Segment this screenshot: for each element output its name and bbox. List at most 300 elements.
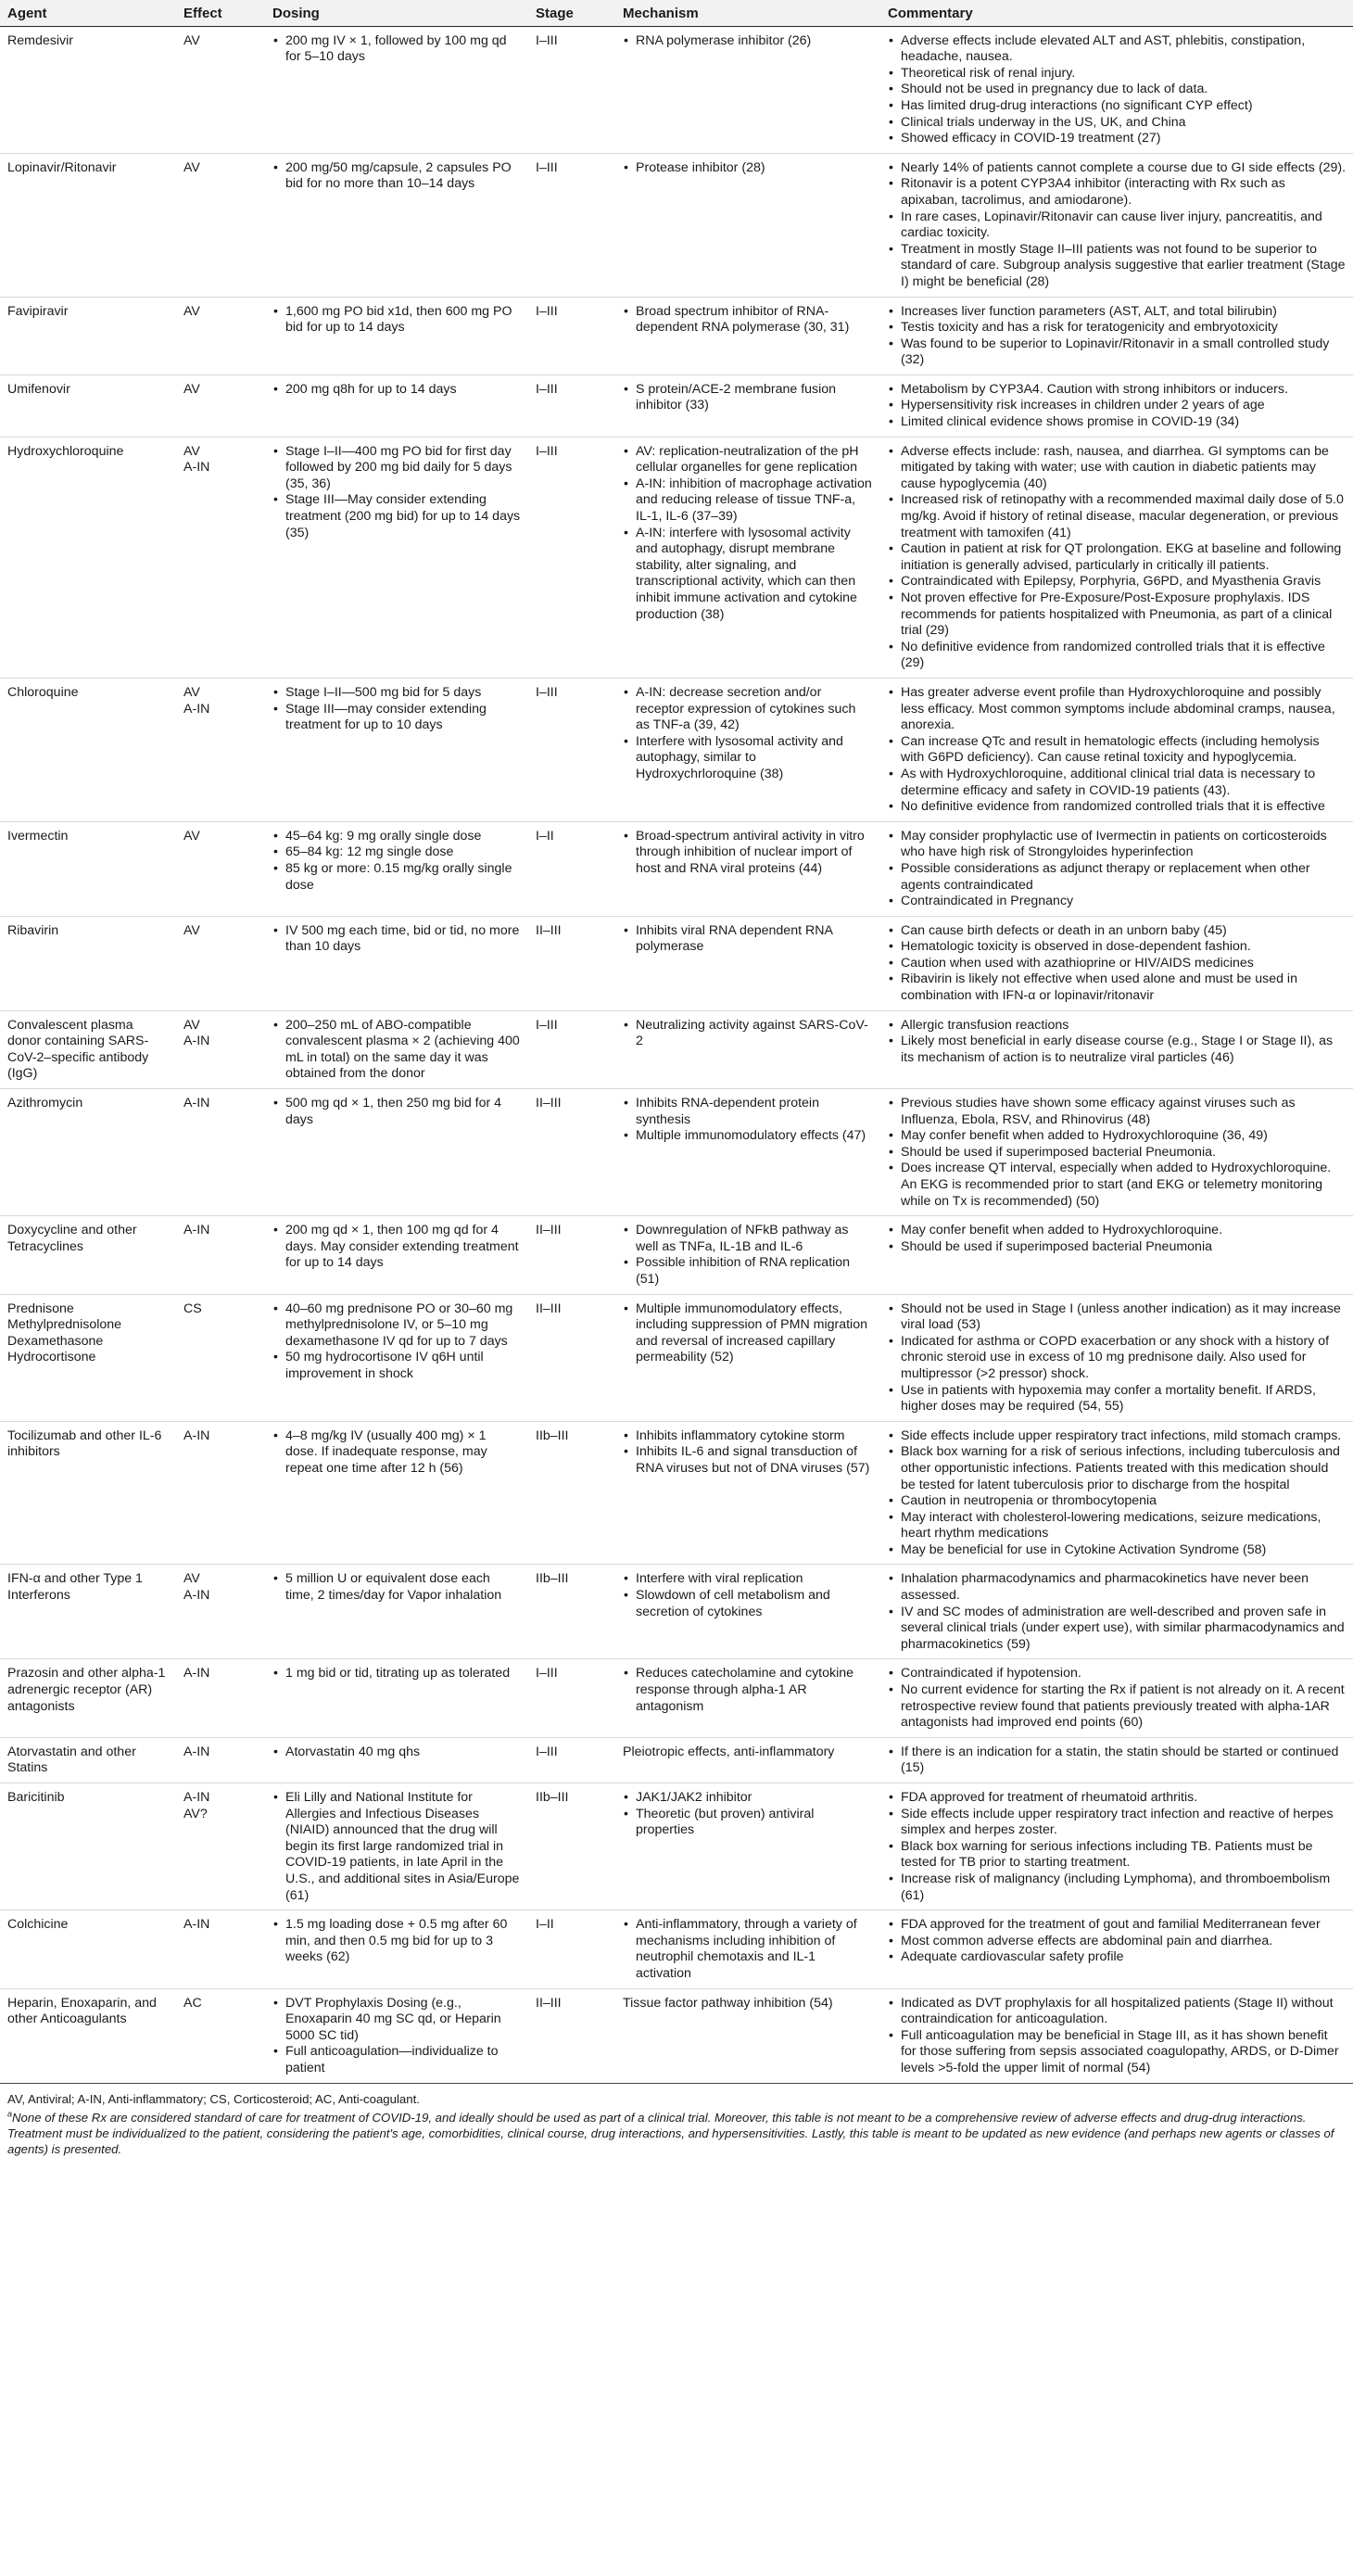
dosing-cell-list [272,1666,521,1682]
dosing-cell [265,1089,528,1216]
dosing-cell [265,153,528,297]
mechanism-cell-list [623,444,873,624]
commentary-item: • Full anticoagulation may be beneficial in Stage III, as it has shown benefit for those suffering from sepsis associated coagulopathy, ARDS, or D-Dimer levels >5-fold the upper limit of normal (54) [888,2028,1346,2077]
dosing-item: • 40–60 mg prednisone PO or 30–60 mg methylprednisolone IV, or 5–10 mg dexamethasone IV qd for up to 7 days [272,1301,521,1351]
table-row [0,374,1353,437]
commentary-cell-list [888,382,1346,431]
commentary-item: • Testis toxicity and has a risk for teratogenicity and embryotoxicity [888,320,1346,336]
mechanism-cell [615,1659,880,1737]
dosing-item: • 200–250 mL of ABO-compatible convalescent plasma × 2 (achieving 400 mL in total) on the same day it was obtained from the donor [272,1018,521,1083]
mechanism-cell-list [623,829,873,878]
agent-cell: Azithromycin [0,1089,176,1216]
abbreviations-note: AV, Antiviral; A-IN, Anti-inflammatory; CS, Corticosteroid; AC, Anti-coagulant. [7,2091,420,2106]
dosing-item: • 200 mg q8h for up to 14 days [272,382,521,399]
commentary-cell [880,1783,1353,1910]
effect-code: AC [183,1995,202,2011]
agent-cell: Hydroxychloroquine [0,437,176,678]
dosing-cell [265,1783,528,1910]
table-row [0,437,1353,678]
commentary-item: • In rare cases, Lopinavir/Ritonavir can cause liver injury, pancreatitis, and cardiac toxicity. [888,209,1346,242]
mechanism-item: • Inhibits RNA-dependent protein synthesis [623,1096,873,1128]
commentary-item: • Previous studies have shown some efficacy against viruses such as Influenza, Ebola, RSV, and Rhinovirus (48) [888,1096,1346,1128]
dosing-cell-list [272,1301,521,1383]
commentary-item: • May interact with cholesterol-lowering medications, seizure medications, heart rhythm medications [888,1510,1346,1542]
table-row [0,1659,1353,1737]
dosing-cell-list [272,1428,521,1478]
mechanism-cell [615,374,880,437]
mechanism-cell [615,1216,880,1294]
commentary-item: • Treatment in mostly Stage II–III patients was not found to be superior to standard of care. Subgroup analysis suggestive that earlier treatment (Stage I) might be beneficial (28) [888,242,1346,291]
commentary-cell-list [888,1018,1346,1067]
agent-cell: Prednisone Methylprednisolone Dexamethasone Hydrocortisone [0,1294,176,1421]
commentary-cell [880,26,1353,153]
stage-cell: I–III [528,1737,615,1783]
effect-code: AV [183,32,200,48]
dosing-item: • 85 kg or more: 0.15 mg/kg orally single dose [272,861,521,894]
dosing-cell-list [272,829,521,894]
commentary-cell [880,1988,1353,2083]
stage-cell: I–III [528,153,615,297]
stage-cell: I–III [528,26,615,153]
commentary-cell-list [888,1666,1346,1731]
dosing-item: • 200 mg/50 mg/capsule, 2 capsules PO bid for no more than 10–14 days [272,160,521,193]
table-row [0,821,1353,916]
dosing-item: • 45–64 kg: 9 mg orally single dose [272,829,521,845]
commentary-cell [880,1010,1353,1088]
dosing-cell-list [272,1018,521,1083]
table-row [0,1737,1353,1783]
dosing-cell-list [272,1223,521,1272]
mechanism-cell [615,1565,880,1659]
stage-cell: II–III [528,1089,615,1216]
stage-cell: II–III [528,1216,615,1294]
table-row [0,1010,1353,1088]
commentary-cell [880,821,1353,916]
commentary-item: • Ribavirin is likely not effective when used alone and must be used in combination with IFN-α or lopinavir/ritonavir [888,971,1346,1004]
dosing-item: • 200 mg IV × 1, followed by 100 mg qd for 5–10 days [272,33,521,66]
commentary-item: • IV and SC modes of administration are well-described and proven safe in several clinical trials (under expert use), with similar pharmacodynamics and pharmacokinetics (59) [888,1605,1346,1654]
mechanism-item: • A-IN: interfere with lysosomal activity and autophagy, disrupt membrane stability, alter signaling, and transcriptional activity, which can then inhibit immune activation and cytokine production (38) [623,526,873,624]
mechanism-cell [615,1421,880,1565]
table-row [0,1294,1353,1421]
dosing-cell [265,374,528,437]
agent-cell: Lopinavir/Ritonavir [0,153,176,297]
commentary-cell [880,1910,1353,1988]
dosing-item: • 50 mg hydrocortisone IV q6H until improvement in shock [272,1350,521,1382]
mechanism-cell [615,1988,880,2083]
effect-code: A-IN [183,1096,210,1111]
mechanism-cell [615,678,880,821]
commentary-item: • Showed efficacy in COVID-19 treatment (27) [888,131,1346,147]
mechanism-cell-list [623,1917,873,1982]
mechanism-cell [615,916,880,1010]
commentary-cell [880,1659,1353,1737]
commentary-item: • Side effects include upper respiratory tract infection and reactive of herpes simplex and herpes zoster. [888,1807,1346,1839]
commentary-item: • Was found to be superior to Lopinavir/Ritonavir in a small controlled study (32) [888,336,1346,369]
dosing-cell [265,678,528,821]
dosing-item: • DVT Prophylaxis Dosing (e.g., Enoxaparin 40 mg SC qd, or Heparin 5000 SC tid) [272,1996,521,2045]
mechanism-cell-list [623,33,873,50]
commentary-cell [880,916,1353,1010]
commentary-item: • Has limited drug-drug interactions (no significant CYP effect) [888,98,1346,115]
mechanism-cell [615,1783,880,1910]
dosing-item: • 5 million U or equivalent dose each time, 2 times/day for Vapor inhalation [272,1571,521,1604]
agent-cell: Chloroquine [0,678,176,821]
mechanism-cell [615,1089,880,1216]
stage-cell: I–III [528,1010,615,1088]
mechanism-item: • Neutralizing activity against SARS-CoV-2 [623,1018,873,1050]
effect-code: AV [183,684,200,700]
commentary-cell-list [888,829,1346,910]
commentary-cell [880,1737,1353,1783]
table-row [0,1089,1353,1216]
mechanism-item: • S protein/ACE-2 membrane fusion inhibitor (33) [623,382,873,414]
commentary-cell-list [888,1917,1346,1966]
commentary-item: • Can cause birth defects or death in an unborn baby (45) [888,923,1346,940]
dosing-cell-list [272,1996,521,2077]
effect-cell [176,1216,265,1294]
mechanism-cell-list [623,1018,873,1050]
mechanism-cell-list [623,1571,873,1620]
mechanism-item: • Inhibits IL-6 and signal transduction of RNA viruses but not of DNA viruses (57) [623,1444,873,1477]
effect-cell [176,1089,265,1216]
mechanism-cell [615,821,880,916]
commentary-cell-list [888,1745,1346,1777]
dosing-cell [265,1216,528,1294]
dosing-cell-list [272,1917,521,1966]
commentary-item: • Allergic transfusion reactions [888,1018,1346,1034]
agent-cell: Atorvastatin and other Statins [0,1737,176,1783]
effect-cell [176,26,265,153]
commentary-item: • As with Hydroxychloroquine, additional clinical trial data is necessary to determine efficacy and safety in COVID-19 patients (43). [888,767,1346,799]
mechanism-item: • Multiple immunomodulatory effects (47) [623,1128,873,1145]
effect-code: AV [183,303,200,319]
mechanism-item: • JAK1/JAK2 inhibitor [623,1790,873,1807]
commentary-cell [880,678,1353,821]
dosing-cell-list [272,1096,521,1128]
mechanism-cell-list [623,923,873,956]
table-row [0,1216,1353,1294]
effect-code: A-IN [183,1223,210,1238]
effect-cell [176,1737,265,1783]
mechanism-item: • Reduces catecholamine and cytokine response through alpha-1 AR antagonism [623,1666,873,1715]
disclaimer-note [7,2110,1346,2157]
disclaimer-text: None of these Rx are considered standard of care for treatment of COVID-19, and ideally should be used as part of a clinical trial. Moreover, this table is not meant to be a comprehensive review of adverse effects and drug-drug interactions. Treatment must be individualized to the patient, considering the patient's age, comorbidities, clinical course, drug interactions, and hypersensitivities. Lastly, this table is meant to be updated as new evidence (and perhaps new agents or classes of agents) is presented. [7,2110,1334,2156]
stage-cell: I–III [528,678,615,821]
effect-cell [176,1659,265,1737]
effect-code: A-IN [183,1790,210,1805]
header-row [0,0,1353,26]
effect-code: AV [183,443,200,459]
commentary-item: • FDA approved for treatment of rheumatoid arthritis. [888,1790,1346,1807]
dosing-cell-list [272,1571,521,1604]
mechanism-cell [615,1910,880,1988]
dosing-cell-list [272,304,521,336]
dosing-cell-list [272,444,521,542]
table-row [0,678,1353,821]
dosing-cell-list [272,382,521,399]
agent-cell: Ivermectin [0,821,176,916]
stage-cell: IIb–III [528,1421,615,1565]
mechanism-cell-list [623,382,873,414]
commentary-cell-list [888,1223,1346,1255]
agent-cell: Favipiravir [0,297,176,374]
dosing-cell-list [272,1745,521,1761]
commentary-item: • Limited clinical evidence shows promise in COVID-19 (34) [888,414,1346,431]
commentary-item: • Can increase QTc and result in hematologic effects (including hemolysis with G6PD deficiency). Can cause retinal toxicity and hypoglycemia. [888,734,1346,767]
commentary-cell [880,1421,1353,1565]
effect-cell [176,821,265,916]
dosing-item: • Full anticoagulation—individualize to patient [272,2044,521,2076]
dosing-cell [265,1294,528,1421]
dosing-cell [265,1910,528,1988]
dosing-item: • Stage III—May consider extending treatment (200 mg bid) for up to 14 days (35) [272,492,521,541]
dosing-item: • Stage I–II—500 mg bid for 5 days [272,685,521,702]
commentary-item: • Contraindicated if hypotension. [888,1666,1346,1682]
commentary-item: • Use in patients with hypoxemia may confer a mortality benefit. If ARDS, higher doses may be required (54, 55) [888,1383,1346,1415]
commentary-item: • Does increase QT interval, especially when added to Hydroxychloroquine. An EKG is recommended prior to start (and EKG or telemetry monitoring while on Tx is recommended) (50) [888,1161,1346,1210]
effect-cell [176,1783,265,1910]
effect-code: AV [183,159,200,175]
commentary-item: • Should be used if superimposed bacterial Pneumonia. [888,1145,1346,1161]
commentary-item: • Indicated as DVT prophylaxis for all hospitalized patients (Stage II) without contraindication for anticoagulation. [888,1996,1346,2028]
table-row [0,1783,1353,1910]
dosing-cell-list [272,160,521,193]
dosing-cell [265,297,528,374]
agent-cell: Prazosin and other alpha-1 adrenergic receptor (AR) antagonists [0,1659,176,1737]
mechanism-item: • Multiple immunomodulatory effects, including suppression of PMN migration and reversal of increased capillary permeability (52) [623,1301,873,1366]
commentary-cell [880,297,1353,374]
commentary-cell [880,374,1353,437]
stage-cell: IIb–III [528,1565,615,1659]
stage-cell: I–III [528,297,615,374]
mechanism-item: • Protease inhibitor (28) [623,160,873,177]
mechanism-cell [615,297,880,374]
stage-cell: IIb–III [528,1783,615,1910]
dosing-item: • Stage III—may consider extending treatment for up to 10 days [272,702,521,734]
commentary-item: • If there is an indication for a statin, the statin should be started or continued (15) [888,1745,1346,1777]
mechanism-item: • Slowdown of cell metabolism and secretion of cytokines [623,1588,873,1620]
dosing-cell-list [272,923,521,956]
mechanism-item: • A-IN: inhibition of macrophage activation and reducing release of tissue TNF-a, IL-1, IL-6 (37–39) [623,476,873,526]
commentary-cell [880,1089,1353,1216]
commentary-item: • No current evidence for starting the Rx if patient is not already on it. A recent retrospective review found that patients previously treated with alpha-1AR antagonists had improved end points (60) [888,1682,1346,1732]
commentary-cell [880,1216,1353,1294]
mechanism-item: • Downregulation of NFkB pathway as well as TNFa, IL-1B and IL-6 [623,1223,873,1255]
commentary-cell-list [888,1571,1346,1653]
effect-code: AV [183,1571,200,1587]
commentary-item: • Possible considerations as adjunct therapy or replacement when other agents contraindicated [888,861,1346,894]
mechanism-cell-list [623,1428,873,1478]
commentary-item: • Theoretical risk of renal injury. [888,66,1346,82]
commentary-item: • May confer benefit when added to Hydroxychloroquine (36, 49) [888,1128,1346,1145]
mechanism-item: • Broad spectrum inhibitor of RNA-dependent RNA polymerase (30, 31) [623,304,873,336]
table-row [0,1565,1353,1659]
table-body [0,26,1353,2083]
effect-code: A-IN [183,460,210,476]
table-header [0,0,1353,26]
commentary-item: • Most common adverse effects are abdominal pain and diarrhea. [888,1934,1346,1950]
effect-cell [176,678,265,821]
stage-cell: II–III [528,1294,615,1421]
agent-cell: Convalescent plasma donor containing SARS-CoV-2–specific antibody (IgG) [0,1010,176,1088]
commentary-item: • Caution when used with azathioprine or HIV/AIDS medicines [888,956,1346,972]
commentary-cell-list [888,1428,1346,1559]
table-row [0,916,1353,1010]
commentary-cell-list [888,685,1346,816]
commentary-cell-list [888,304,1346,369]
table-row [0,26,1353,153]
dosing-item: • 200 mg qd × 1, then 100 mg qd for 4 days. May consider extending treatment for up to 14 days [272,1223,521,1272]
effect-code: AV [183,828,200,844]
mechanism-item: • Interfere with viral replication [623,1571,873,1588]
effect-cell [176,1421,265,1565]
commentary-item: • Adverse effects include elevated ALT and AST, phlebitis, constipation, headache, nausea. [888,33,1346,66]
stage-cell: I–II [528,821,615,916]
agent-cell: Heparin, Enoxaparin, and other Anticoagulants [0,1988,176,2083]
commentary-cell-list [888,1096,1346,1210]
effect-code: A-IN [183,1666,210,1681]
effect-code: CS [183,1301,202,1316]
commentary-item: • No definitive evidence from randomized controlled trials that it is effective (29) [888,640,1346,672]
commentary-item: • Clinical trials underway in the US, UK, and China [888,115,1346,132]
stage-cell: I–III [528,437,615,678]
effect-code: AV [183,381,200,397]
commentary-item: • Has greater adverse event profile than Hydroxychloroquine and possibly less efficacy. Most common symptoms include abdominal cramps, nausea, anorexia. [888,685,1346,734]
commentary-item: • Caution in neutropenia or thrombocytopenia [888,1493,1346,1510]
commentary-item: • Adequate cardiovascular safety profile [888,1949,1346,1966]
footnote-marker: a [7,2109,13,2119]
effect-code: AV [183,922,200,938]
commentary-item: • May consider prophylactic use of Ivermectin in patients on corticosteroids who have high risk of Strongyloides hyperinfection [888,829,1346,861]
mechanism-cell [615,26,880,153]
commentary-cell [880,153,1353,297]
commentary-item: • Contraindicated with Epilepsy, Porphyria, G6PD, and Myasthenia Gravis [888,574,1346,590]
commentary-cell-list [888,444,1346,672]
mechanism-cell-list [623,1223,873,1288]
commentary-item: • Indicated for asthma or COPD exacerbation or any shock with a history of chronic steroid use in excess of 10 mg prednisone daily. Also used for multipressor (>2 pressor) shock. [888,1334,1346,1383]
commentary-item: • May confer benefit when added to Hydroxychloroquine. [888,1223,1346,1239]
table-row [0,297,1353,374]
commentary-item: • Hypersensitivity risk increases in children under 2 years of age [888,398,1346,414]
dosing-cell-list [272,33,521,66]
commentary-item: • May be beneficial for use in Cytokine Activation Syndrome (58) [888,1542,1346,1559]
dosing-item: • 65–84 kg: 12 mg single dose [272,844,521,861]
effect-cell [176,1988,265,2083]
commentary-item: • FDA approved for the treatment of gout and familial Mediterranean fever [888,1917,1346,1934]
mechanism-item: Tissue factor pathway inhibition (54) [623,1995,833,2011]
commentary-cell [880,1565,1353,1659]
mechanism-cell [615,153,880,297]
agent-cell: Ribavirin [0,916,176,1010]
commentary-cell [880,437,1353,678]
agent-cell: Colchicine [0,1910,176,1988]
effect-cell [176,153,265,297]
commentary-item: • Should not be used in Stage I (unless another indication) as it may increase viral load (53) [888,1301,1346,1334]
header-commentary: Commentary [880,0,1353,26]
effect-cell [176,374,265,437]
dosing-item: • Atorvastatin 40 mg qhs [272,1745,521,1761]
stage-cell: I–III [528,374,615,437]
effect-code: AV [183,1017,200,1033]
mechanism-item: • A-IN: decrease secretion and/or receptor expression of cytokines such as TNF-a (39, 42) [623,685,873,734]
effect-cell [176,1294,265,1421]
mechanism-cell-list [623,1790,873,1839]
table-row [0,1421,1353,1565]
dosing-item: • 1 mg bid or tid, titrating up as tolerated [272,1666,521,1682]
mechanism-cell-list [623,1096,873,1145]
stage-cell: I–III [528,1659,615,1737]
dosing-cell [265,1010,528,1088]
table-row [0,153,1353,297]
effect-code: A-IN [183,1588,210,1604]
stage-cell: II–III [528,1988,615,2083]
dosing-cell [265,916,528,1010]
effect-cell [176,916,265,1010]
commentary-cell-list [888,1301,1346,1415]
commentary-item: • Caution in patient at risk for QT prolongation. EKG at baseline and following initiation is generally advised, particularly in critically ill patients. [888,541,1346,574]
agent-cell: Remdesivir [0,26,176,153]
dosing-item: • 500 mg qd × 1, then 250 mg bid for 4 days [272,1096,521,1128]
stage-cell: I–II [528,1910,615,1988]
effect-code: A-IN [183,701,210,717]
commentary-cell-list [888,33,1346,147]
dosing-item: • 1,600 mg PO bid x1d, then 600 mg PO bid for up to 14 days [272,304,521,336]
mechanism-item: • Anti-inflammatory, through a variety of mechanisms including inhibition of neutrophil chemotaxis and IL-1 activation [623,1917,873,1982]
table-row [0,1988,1353,2083]
mechanism-cell [615,437,880,678]
commentary-item: • Increase risk of malignancy (including Lymphoma), and thromboembolism (61) [888,1872,1346,1904]
mechanism-cell-list [623,685,873,783]
agent-cell: Umifenovir [0,374,176,437]
commentary-cell-list [888,160,1346,291]
effect-code: A-IN [183,1917,210,1933]
mechanism-item: • Possible inhibition of RNA replication (51) [623,1255,873,1288]
commentary-item: • Inhalation pharmacodynamics and pharmacokinetics have never been assessed. [888,1571,1346,1604]
mechanism-item: Pleiotropic effects, anti-inflammatory [623,1744,835,1759]
mechanism-cell [615,1294,880,1421]
commentary-item: • Contraindicated in Pregnancy [888,894,1346,910]
dosing-cell [265,1659,528,1737]
mechanism-item: • Inhibits inflammatory cytokine storm [623,1428,873,1445]
commentary-item: • Increased risk of retinopathy with a recommended maximal daily dose of 5.0 mg/kg. Avoid if history of retinal disease, macular degeneration, or previous treatment with tamoxifen (41) [888,492,1346,541]
table-row [0,1910,1353,1988]
dosing-item: • 1.5 mg loading dose + 0.5 mg after 60 min, and then 0.5 mg bid for up to 3 weeks (62) [272,1917,521,1966]
commentary-cell-list [888,1790,1346,1904]
effect-cell [176,297,265,374]
dosing-item: • Eli Lilly and National Institute for Allergies and Infectious Diseases (NIAID) announced that the drug will begin its first large randomized trial in COVID-19 patients, in late April in the U.S., and additional sites in Asia/Europe (61) [272,1790,521,1904]
dosing-cell [265,437,528,678]
dosing-item: • Stage I–II—400 mg PO bid for first day followed by 200 mg bid daily for 5 days (35, 36) [272,444,521,493]
commentary-item: • Should not be used in pregnancy due to lack of data. [888,82,1346,98]
dosing-cell [265,26,528,153]
header-stage: Stage [528,0,615,26]
effect-code: A-IN [183,1428,210,1443]
mechanism-cell-list [623,1666,873,1715]
table-footnotes [0,2084,1353,2157]
dosing-item: • 4–8 mg/kg IV (usually 400 mg) × 1 dose. If inadequate response, may repeat one time after 12 h (56) [272,1428,521,1478]
mechanism-item: • AV: replication-neutralization of the pH cellular organelles for gene replication [623,444,873,476]
commentary-item: • Ritonavir is a potent CYP3A4 inhibitor (interacting with Rx such as apixaban, tacrolimus, and amiodarone). [888,176,1346,209]
header-effect: Effect [176,0,265,26]
mechanism-item: • RNA polymerase inhibitor (26) [623,33,873,50]
commentary-item: • Hematologic toxicity is observed in dose-dependent fashion. [888,939,1346,956]
commentary-item: • Side effects include upper respiratory tract infections, mild stomach cramps. [888,1428,1346,1445]
mechanism-item: • Broad-spectrum antiviral activity in vitro through inhibition of nuclear import of host and RNA viral proteins (44) [623,829,873,878]
effect-code: A-IN [183,1034,210,1049]
dosing-cell [265,1737,528,1783]
commentary-item: • Not proven effective for Pre-Exposure/Post-Exposure prophylaxis. IDS recommends for patients hospitalized with Pneumonia, as part of a clinical trial (29) [888,590,1346,640]
